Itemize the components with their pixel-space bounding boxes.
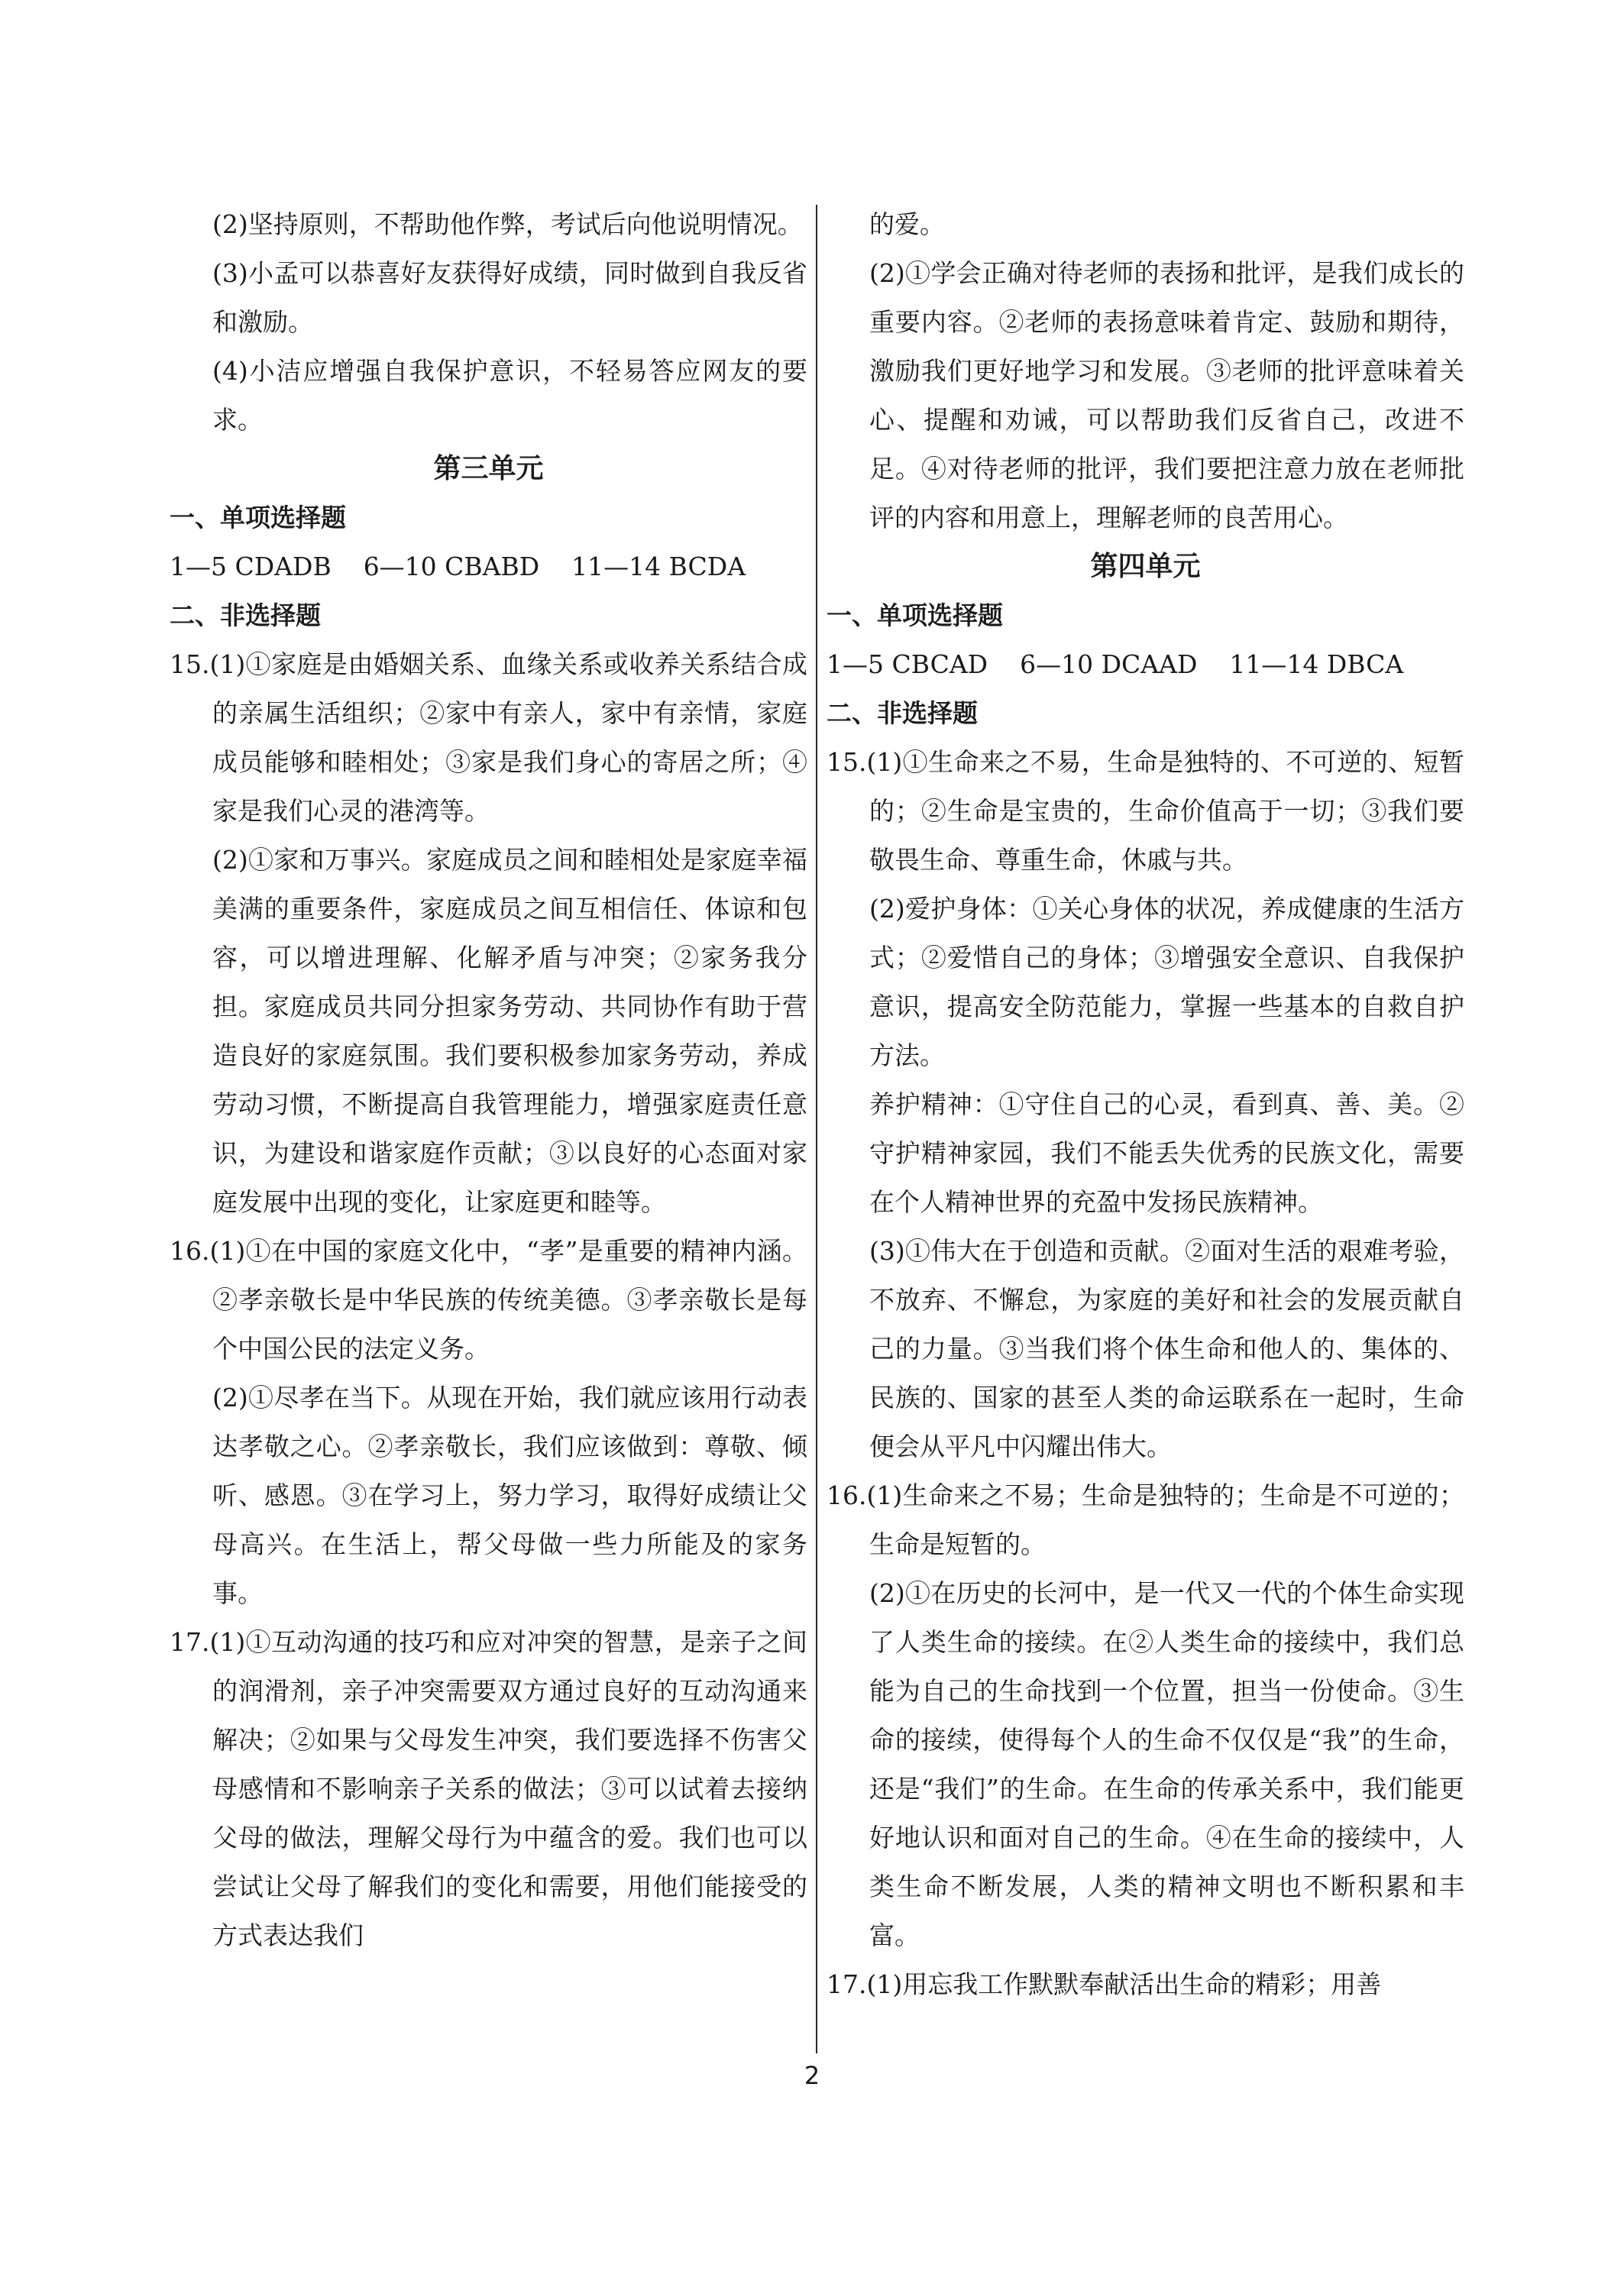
unit-3-section-choice: 一、单项选择题: [170, 503, 346, 532]
unit-4-section-nonchoice: 二、非选择题: [827, 698, 978, 728]
answer-paragraph: (4)小洁应增强自我保护意识，不轻易答应网友的要求。: [212, 356, 807, 435]
answer-paragraph: 16.(1)①在中国的家庭文化中，“孝”是重要的精神内涵。②孝亲敬长是中华民族的传统美德。③孝亲敬长是每个中国公民的法定义务。: [170, 1236, 807, 1364]
answer-paragraph: 养护精神：①守住自己的心灵，看到真、善、美。②守护精神家园，我们不能丢失优秀的民族文化，需要在个人精神世界的充盈中发扬民族精神。: [869, 1089, 1464, 1217]
answer-paragraph: 16.(1)生命来之不易；生命是独特的；生命是不可逆的；生命是短暂的。: [827, 1480, 1464, 1559]
unit-3-title: 第三单元: [433, 453, 544, 484]
answer-paragraph: 15.(1)①生命来之不易，生命是独特的、不可逆的、短暂的；②生命是宝贵的，生命价值高于一切；③我们要敬畏生命、尊重生命，休戚与共。: [827, 747, 1464, 875]
right-items-a: [827, 200, 1464, 542]
unit-3-choice-answers: 1—5 CDADB 6—10 CBABD 11—14 BCDA: [170, 552, 746, 581]
answer-paragraph: (2)坚持原则，不帮助他作弊，考试后向他说明情况。: [212, 209, 803, 239]
unit-3-section-nonchoice: 二、非选择题: [170, 600, 321, 630]
answer-paragraph: (2)①尽孝在当下。从现在开始，我们就应该用行动表达孝敬之心。②孝亲敬长，我们应该做到：尊敬、倾听、感恩。③在学习上，努力学习，取得好成绩让父母高兴。在生活上，帮父母做一些力所能及的家务事。: [212, 1383, 807, 1608]
answer-paragraph: 15.(1)①家庭是由婚姻关系、血缘关系或收养关系结合成的亲属生活组织；②家中有亲人，家中有亲情，家庭成员能够和睦相处；③家是我们身心的寄居之所；④家是我们心灵的港湾等。: [170, 649, 807, 826]
answer-paragraph: (3)①伟大在于创造和贡献。②面对生活的艰难考验，不放弃、不懈怠，为家庭的美好和社会的发展贡献自己的力量。③当我们将个体生命和他人的、集体的、民族的、国家的甚至人类的命运联系在一起时，生命便会从平凡中闪耀出伟大。: [869, 1236, 1464, 1461]
answer-paragraph: 17.(1)用忘我工作默默奉献活出生命的精彩；用善: [827, 1969, 1382, 1999]
left-column: [170, 200, 807, 1960]
unit-4-section-choice: 一、单项选择题: [827, 600, 1003, 630]
answer-paragraph: (3)小孟可以恭喜好友获得好成绩，同时做到自我反省和激励。: [212, 258, 807, 337]
right-column: [827, 200, 1464, 2009]
column-divider: [816, 205, 817, 2053]
answer-paragraph: 的爱。: [869, 209, 945, 239]
answer-paragraph: 17.(1)①互动沟通的技巧和应对冲突的智慧，是亲子之间的润滑剂，亲子冲突需要双方通过良好的互动沟通来解决；②如果与父母发生冲突，我们要选择不伤害父母感情和不影响亲子关系的做法；③可以试着去接纳父母的做法，理解父母行为中蕴含的爱。我们也可以尝试让父母了解我们的变化和需要，用他们能接受的方式表达我们: [170, 1627, 807, 1950]
right-items-b: [827, 738, 1464, 2009]
answer-paragraph: (2)①家和万事兴。家庭成员之间和睦相处是家庭幸福美满的重要条件，家庭成员之间互相信任、体谅和包容，可以增进理解、化解矛盾与冲突；②家务我分担。家庭成员共同分担家务劳动、共同协作有助于营造良好的家庭氛围。我们要积极参加家务劳动，养成劳动习惯，不断提高自我管理能力，增强家庭责任意识，为建设和谐家庭作贡献；③以良好的心态面对家庭发展中出现的变化，让家庭更和睦等。: [212, 845, 807, 1217]
left-items-b: [170, 640, 807, 1960]
answer-paragraph: (2)爱护身体：①关心身体的状况，养成健康的生活方式；②爱惜自己的身体；③增强安全意识、自我保护意识，提高安全防范能力，掌握一些基本的自救自护方法。: [869, 894, 1464, 1070]
unit-4-title: 第四单元: [1090, 551, 1201, 582]
left-items-a: [170, 200, 807, 445]
unit-4-choice-answers: 1—5 CBCAD 6—10 DCAAD 11—14 DBCA: [827, 649, 1404, 679]
answer-paragraph: (2)①学会正确对待老师的表扬和批评，是我们成长的重要内容。②老师的表扬意味着肯定、鼓励和期待，激励我们更好地学习和发展。③老师的批评意味着关心、提醒和劝诫，可以帮助我们反省自己，改进不足。④对待老师的批评，我们要把注意力放在老师批评的内容和用意上，理解老师的良苦用心。: [869, 258, 1464, 532]
page-number: 2: [804, 2061, 820, 2090]
answer-paragraph: (2)①在历史的长河中，是一代又一代的个体生命实现了人类生命的接续。在②人类生命的接续中，我们总能为自己的生命找到一个位置，担当一份使命。③生命的接续，使得每个人的生命不仅仅是“我”的生命，还是“我们”的生命。在生命的传承关系中，我们能更好地认识和面对自己的生命。④在生命的接续中，人类生命不断发展，人类的精神文明也不断积累和丰富。: [869, 1578, 1464, 1950]
